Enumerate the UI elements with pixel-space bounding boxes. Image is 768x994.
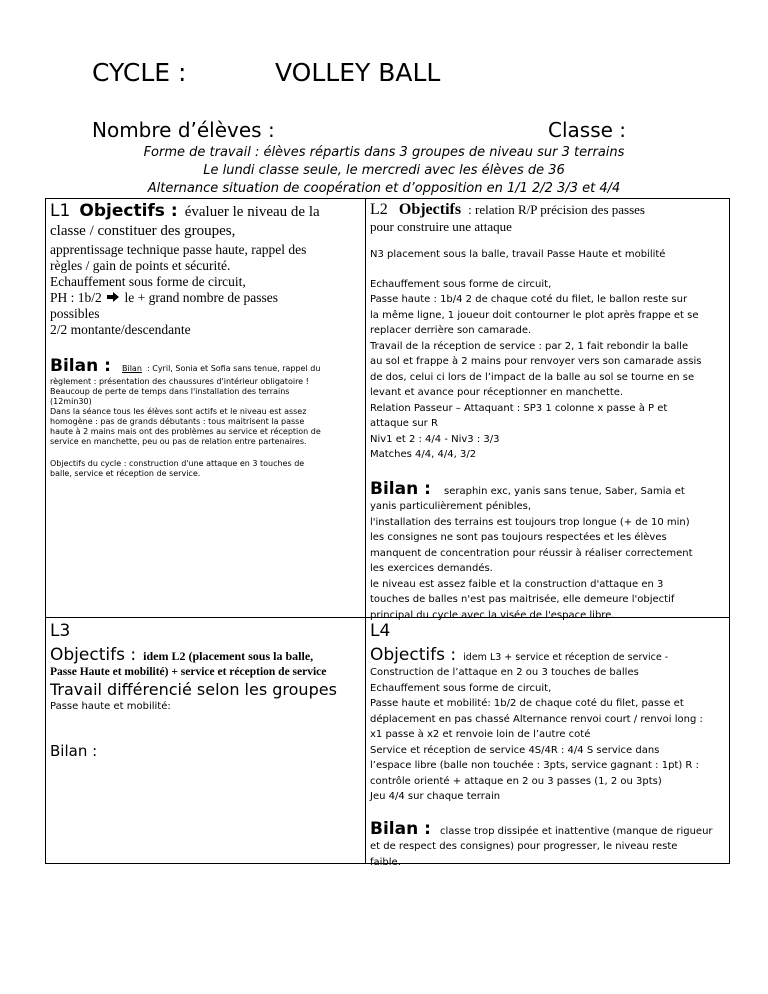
l2-bilan-line-1: yanis particulièrement pénibles, (370, 501, 532, 512)
l2-line-8: au sol et frappe à 2 mains pour renvoyer vers son camarade assis (370, 356, 702, 367)
l3-objectives-first: idem L2 (placement sous la balle, (143, 649, 314, 663)
cycle-label: CYCLE : (92, 58, 187, 87)
l1-line-7: 2/2 montante/descendante (50, 322, 191, 337)
l4-line-9: Jeu 4/4 sur chaque terrain (370, 791, 501, 802)
cycle-value: VOLLEY BALL (275, 58, 441, 87)
l3-code: L3 (50, 621, 71, 641)
l1-code: L1 (50, 201, 71, 221)
cell-l3 (50, 621, 362, 760)
intro-line-2: Le lundi classe seule, le mercredi avec les élèves de 36 (203, 163, 565, 178)
l4-code: L4 (370, 621, 391, 641)
l1-bilan-line-2: Beaucoup de perte de temps dans l'installation des terrains (50, 387, 290, 396)
l1-bilan-label: Bilan : (50, 356, 111, 376)
l4-line-8: contrôle orienté + attaque en 2 ou 3 passes (1, 2 ou 3pts) (370, 775, 662, 787)
l1-line-1: classe / constituer des groupes, (50, 223, 236, 239)
column-divider (365, 199, 366, 863)
l2-objectives-first: : relation R/P précision des passes (468, 202, 645, 217)
l2-line-12: attaque sur R (370, 418, 438, 429)
l2-bilan-line-2: l'installation des terrains est toujours trop longue (+ de 10 min) (370, 516, 690, 528)
l2-bilan-line-8: principal du cycle avec la visée de l'espace libre. (370, 609, 615, 621)
lessons-table (45, 198, 730, 868)
class-label: Classe : (548, 118, 627, 142)
l1-bilan-line-1: règlement : présentation des chaussures d'intérieur obligatoire ! (50, 377, 309, 386)
l2-line-14: Matches 4/4, 4/4, 3/2 (370, 449, 477, 460)
l4-objectives-first: idem L3 + service et réception de service - (463, 652, 669, 663)
l2-line-3: Echauffement sous forme de circuit, (370, 278, 552, 290)
l2-line-1: N3 placement sous la balle, travail Passe Haute et mobilité (370, 249, 666, 260)
l2-line-11: Relation Passeur – Attaquant : SP3 1 colonne x passe à P et (370, 402, 668, 414)
l2-objectives-second: pour construire une attaque (370, 219, 512, 234)
l1-objectifs-cycle-2: balle, service et réception de service. (50, 469, 201, 478)
l2-line-7: Travail de la réception de service : par 2, 1 fait rebondir la balle (370, 340, 689, 352)
intro-line-1: Forme de travail : élèves répartis dans 3 groupes de niveau sur 3 terrains (143, 145, 625, 160)
l3-objectives-label: Objectifs : (50, 645, 137, 665)
l1-objectives-label: Objectifs : (79, 201, 178, 221)
l2-bilan-first: seraphin exc, yanis sans tenue, Saber, Samia et (444, 485, 685, 497)
l2-bilan-label: Bilan : (370, 478, 431, 499)
l2-line-9: de dos, celui ci lors de l’impact de la balle au sol se tourne en se (370, 371, 695, 383)
l2-objectives-label: Objectifs (398, 201, 462, 218)
l4-line-7: l’espace libre (balle non touchée : 3pts, service gagnant : 1pt) R : (370, 760, 699, 771)
students-label: Nombre d’élèves : (92, 118, 275, 142)
cell-l2 (370, 199, 728, 623)
l3-objectives-second: Passe Haute et mobilité) + service et réception de service (50, 666, 327, 678)
l2-bilan-line-7: touches de balles n'est pas maitrisée, elle demeure l'objectif (370, 594, 675, 605)
l4-bilan-first: classe trop dissipée et inattentive (manque de rigueur (440, 825, 713, 837)
l4-bilan-label: Bilan : (370, 818, 431, 839)
l3-bilan-label: Bilan : (50, 742, 98, 760)
l2-line-4: Passe haute : 1b/4 2 de chaque coté du filet, le ballon reste sur (370, 294, 688, 305)
cell-l4 (370, 621, 728, 870)
l2-line-6: replacer derrière son camarade. (370, 325, 532, 336)
l4-line-2: Echauffement sous forme de circuit, (370, 682, 552, 694)
l1-line-2: apprentissage technique passe haute, rappel des (50, 242, 307, 257)
l1-bilan-underlined: Bilan (122, 364, 142, 373)
l2-bilan-line-3: les consignes ne sont pas toujours respectées et les élèves (370, 532, 667, 543)
l1-bilan-line-3: (12min30) (50, 397, 92, 406)
l4-line-3: Passe haute et mobilité: 1b/2 de chaque coté du filet, passe et (370, 698, 684, 709)
l4-bilan-line-2: faible. (370, 856, 401, 868)
l1-line-6: possibles (50, 306, 100, 321)
l2-line-2 (370, 263, 728, 277)
l1-bilan-line-4: Dans la séance tous les élèves sont actifs et le niveau est assez (50, 407, 307, 416)
l1-line-4: Echauffement sous forme de circuit, (50, 274, 246, 289)
l1-bilan-line-5: homogène : pas de grands débutants : tous maitrisent la passe (50, 417, 305, 426)
l4-line-6: Service et réception de service 4S/4R : 4/4 S service dans (370, 744, 660, 756)
cell-l1 (50, 201, 362, 479)
l2-bilan-line-5: les exercices demandés. (370, 563, 493, 574)
l2-line-10: levant et avance pour réceptionner en manchette. (370, 387, 624, 398)
l1-bilan-line-7: service en manchette, peu ou pas de relation entre partenaires. (50, 437, 307, 446)
l1-objectifs-cycle-1: Objectifs du cycle : construction d'une attaque en 3 touches de (50, 459, 305, 468)
l4-bilan-line-1: et de respect des consignes) pour progresser, le niveau reste (370, 841, 678, 852)
l3-sub: Passe haute et mobilité: (50, 701, 171, 712)
l1-bilan-first: : Cyril, Sonia et Sofia sans tenue, rappel du (147, 364, 321, 373)
l3-travail: Travail différencié selon les groupes (50, 680, 337, 699)
l4-line-1: Construction de l’attaque en 2 ou 3 touches de balles (370, 667, 639, 678)
l2-line-5: la même ligne, 1 joueur doit contourner le plot après frappe et se (370, 309, 699, 321)
l4-objectives-label: Objectifs : (370, 645, 457, 665)
l2-bilan-line-4: manquent de concentration pour réussir à réaliser correctement (370, 547, 693, 559)
intro-line-3: Alternance situation de coopération et d’opposition en 1/1 2/2 3/3 et 4/4 (147, 181, 621, 196)
l1-arrow-text: le + grand nombre de passes (124, 290, 278, 305)
l1-bilan-line-6: haute à 2 mains mais ont des problèmes au service et réception de (50, 427, 321, 436)
arrow-icon (107, 290, 119, 306)
l2-code: L2 (370, 201, 388, 218)
l2-line-13: Niv1 et 2 : 4/4 - Niv3 : 3/3 (370, 433, 500, 445)
l1-line-5: PH : 1b/2 (50, 290, 102, 305)
l1-line-3: règles / gain de points et sécurité. (50, 258, 231, 273)
l4-line-4: déplacement en pas chassé Alternance renvoi court / renvoi long : (370, 713, 703, 725)
l1-objectives-first: évaluer le niveau de la (184, 204, 320, 220)
l2-bilan-line-6: le niveau est assez faible et la construction d'attaque en 3 (370, 578, 664, 590)
l4-line-5: x1 passe à x2 et renvoie loin de l’autre coté (370, 729, 591, 740)
